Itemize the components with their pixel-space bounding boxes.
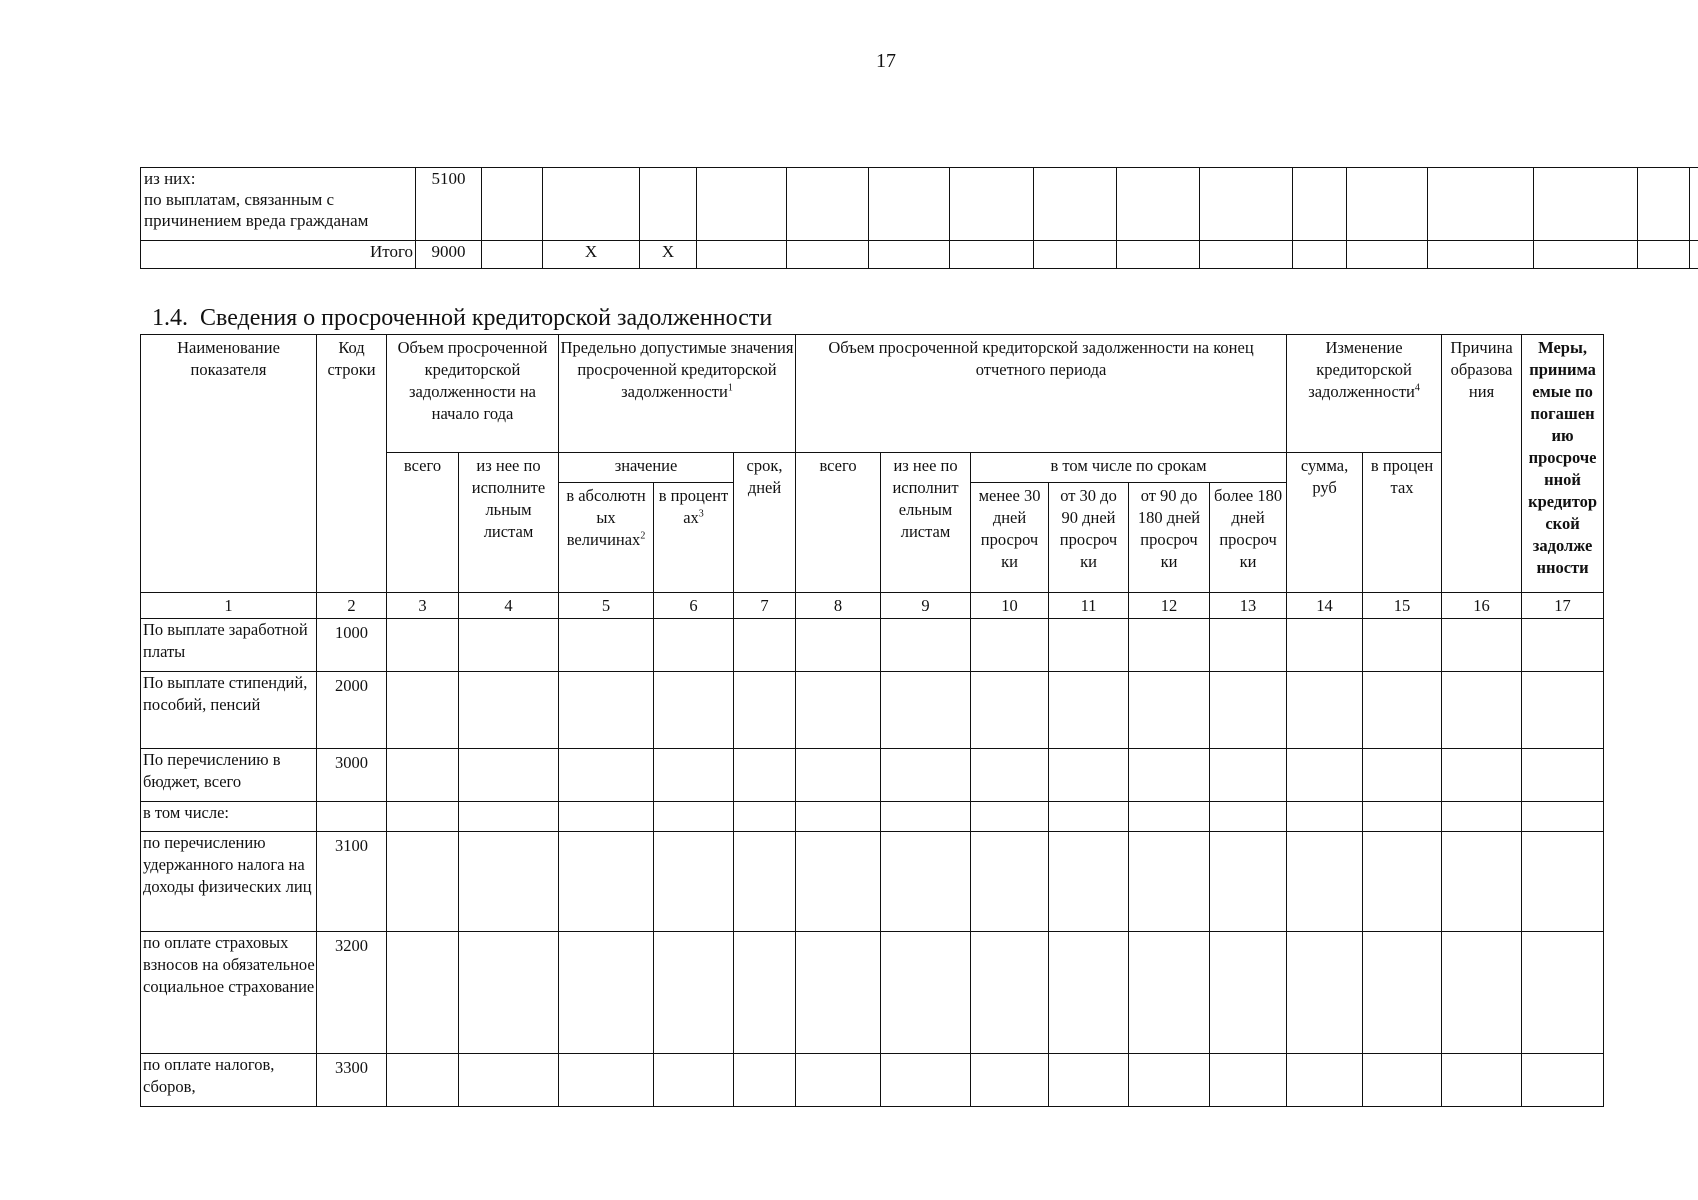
column-number: 14 [1287, 593, 1363, 619]
cell [734, 672, 796, 749]
cell [734, 802, 796, 832]
cell [1210, 802, 1287, 832]
cell [796, 802, 881, 832]
row-label [141, 168, 416, 241]
cell [787, 168, 869, 241]
cell [1210, 1054, 1287, 1107]
column-number: 6 [654, 593, 734, 619]
header-reason: Причина образова ния [1442, 335, 1522, 593]
column-number: 13 [1210, 593, 1287, 619]
cell [1287, 749, 1363, 802]
cell [796, 619, 881, 672]
cell [1442, 619, 1522, 672]
cell [1428, 168, 1534, 241]
header-less-30: менее 30 дней просроч ки [971, 483, 1049, 593]
cell [559, 672, 654, 749]
header-change-percent: в процен тах [1363, 453, 1442, 593]
cell [387, 672, 459, 749]
header-30-90: от 30 до 90 дней просроч ки [1049, 483, 1129, 593]
cell [1129, 802, 1210, 832]
column-number: 7 [734, 593, 796, 619]
cell [1210, 932, 1287, 1054]
cell [1363, 672, 1442, 749]
cell [971, 932, 1049, 1054]
cell [1363, 749, 1442, 802]
cell [971, 749, 1049, 802]
cell [559, 619, 654, 672]
cell [1690, 241, 1698, 269]
table-row [141, 672, 1604, 749]
cell [1200, 241, 1293, 269]
row-label: По перечислению в бюджет, всего [141, 749, 317, 802]
cell-mark: X [640, 241, 697, 269]
cell [1287, 932, 1363, 1054]
table-row [141, 932, 1604, 1054]
table-row [141, 619, 1604, 672]
cell [559, 932, 654, 1054]
cell [1129, 1054, 1210, 1107]
header-end-writs: из нее по исполнит ельным листам [881, 453, 971, 593]
cell [881, 932, 971, 1054]
cell [459, 672, 559, 749]
column-number-row [141, 593, 1604, 619]
row-code: 3100 [317, 832, 387, 932]
cell [950, 168, 1034, 241]
cell [1287, 619, 1363, 672]
row-label: по оплате налогов, сборов, [141, 1054, 317, 1107]
cell [734, 932, 796, 1054]
cell [734, 619, 796, 672]
column-number: 12 [1129, 593, 1210, 619]
table-row [141, 749, 1604, 802]
cell [1442, 1054, 1522, 1107]
cell [1690, 168, 1698, 241]
cell [1200, 168, 1293, 241]
cell [1129, 749, 1210, 802]
cell [459, 932, 559, 1054]
cell [459, 619, 559, 672]
cell [654, 832, 734, 932]
cell [869, 241, 950, 269]
row-label: в том числе: [141, 802, 317, 832]
header-absolute [559, 483, 654, 593]
footnote-mark: 2 [640, 530, 646, 542]
column-number: 3 [387, 593, 459, 619]
cell [1534, 241, 1638, 269]
section-title [152, 305, 772, 332]
cell [559, 1054, 654, 1107]
table-row [141, 802, 1604, 832]
cell [1129, 672, 1210, 749]
row-code: 1000 [317, 619, 387, 672]
row-label: Итого [141, 241, 416, 269]
cell [1522, 1054, 1604, 1107]
cell [459, 749, 559, 802]
column-number: 5 [559, 593, 654, 619]
cell [1049, 832, 1129, 932]
section-heading: Сведения о просроченной кредиторской задолженности [200, 305, 773, 331]
cell [881, 1054, 971, 1107]
row-code: 3200 [317, 932, 387, 1054]
cell [654, 619, 734, 672]
cell [1117, 241, 1200, 269]
cell [559, 802, 654, 832]
cell [1293, 241, 1347, 269]
cell [1049, 619, 1129, 672]
column-number: 8 [796, 593, 881, 619]
cell [881, 802, 971, 832]
header-value: значение [559, 453, 734, 483]
cell-mark: X [543, 241, 640, 269]
row-code: 2000 [317, 672, 387, 749]
cell [1129, 619, 1210, 672]
header-payables-change [1287, 335, 1442, 453]
cell [971, 832, 1049, 932]
cell [796, 832, 881, 932]
row-label: По выплате стипендий, пособий, пенсий [141, 672, 317, 749]
cell [482, 168, 543, 241]
header-term-days: срок, дней [734, 453, 796, 593]
cell [1442, 832, 1522, 932]
cell [1049, 802, 1129, 832]
cell [869, 168, 950, 241]
header-more-180: более 180 дней просроч ки [1210, 483, 1287, 593]
header-indicator-name: Наименование показателя [141, 335, 317, 593]
footnote-mark: 1 [727, 382, 733, 394]
cell [654, 932, 734, 1054]
column-number: 16 [1442, 593, 1522, 619]
cell [1363, 832, 1442, 932]
cell [1049, 672, 1129, 749]
cell [387, 619, 459, 672]
cell [1129, 932, 1210, 1054]
row-label: По выплате заработной платы [141, 619, 317, 672]
cell [796, 672, 881, 749]
cell [1034, 168, 1117, 241]
column-number: 11 [1049, 593, 1129, 619]
column-number: 4 [459, 593, 559, 619]
header-change-sum: сумма, руб [1287, 453, 1363, 593]
header-absolute-text: в абсолютн ых величинах [566, 486, 646, 549]
footnote-mark: 4 [1414, 382, 1420, 394]
column-number: 2 [317, 593, 387, 619]
cell [881, 749, 971, 802]
cell [654, 1054, 734, 1107]
table-row [141, 168, 1698, 241]
cell [1522, 749, 1604, 802]
row-code: 9000 [416, 241, 482, 269]
cell [796, 749, 881, 802]
cell [1522, 672, 1604, 749]
header-percent [654, 483, 734, 593]
cell [1287, 802, 1363, 832]
cell [1534, 168, 1638, 241]
header-end-total: всего [796, 453, 881, 593]
cell [1287, 672, 1363, 749]
cell [1638, 241, 1690, 269]
column-number: 1 [141, 593, 317, 619]
cell [971, 802, 1049, 832]
table-row [141, 832, 1604, 932]
cell [1442, 672, 1522, 749]
cell [459, 832, 559, 932]
cell [734, 749, 796, 802]
label-line: причинением вреда гражданам [144, 211, 369, 230]
cell [1638, 168, 1690, 241]
header-90-180: от 90 до 180 дней просроч ки [1129, 483, 1210, 593]
page-number: 17 [876, 50, 896, 72]
row-code [317, 802, 387, 832]
cell [387, 1054, 459, 1107]
cell [1117, 168, 1200, 241]
cell [881, 619, 971, 672]
cell [387, 749, 459, 802]
row-code: 3300 [317, 1054, 387, 1107]
header-volume-end-period: Объем просроченной кредиторской задолженности на конец отчетного периода [796, 335, 1287, 453]
header-payables-change-text: Изменение кредиторской задолженности [1308, 338, 1415, 401]
header-by-terms: в том числе по срокам [971, 453, 1287, 483]
column-number: 15 [1363, 593, 1442, 619]
cell [1347, 168, 1428, 241]
cell [1287, 1054, 1363, 1107]
cell [482, 241, 543, 269]
cell [1347, 241, 1428, 269]
header-start-total: всего [387, 453, 459, 593]
header-measures: Меры, принима емые по погашен ию просроче нной кредитор ской задолже нности [1522, 335, 1604, 593]
header-row [141, 335, 1604, 453]
cell [1522, 802, 1604, 832]
cell [387, 932, 459, 1054]
header-max-allowed-text: Предельно допустимые значения просроченной кредиторской задолженности [560, 338, 794, 401]
cell [1522, 932, 1604, 1054]
cell [459, 802, 559, 832]
cell [1522, 619, 1604, 672]
cell [654, 672, 734, 749]
row-label: по оплате страховых взносов на обязательное социальное страхование [141, 932, 317, 1054]
cell [1442, 932, 1522, 1054]
header-volume-start-year: Объем просроченной кредиторской задолженности на начало года [387, 335, 559, 453]
cell [697, 168, 787, 241]
cell [1442, 749, 1522, 802]
table-row [141, 1054, 1604, 1107]
table-row [141, 241, 1698, 269]
cell [559, 832, 654, 932]
cell [1049, 932, 1129, 1054]
cell [1293, 168, 1347, 241]
cell [1363, 932, 1442, 1054]
overdue-payables-table [140, 334, 1604, 1107]
cell [734, 1054, 796, 1107]
cell [640, 168, 697, 241]
cell [1210, 749, 1287, 802]
cell [1363, 802, 1442, 832]
cell [1210, 619, 1287, 672]
label-line: из них: [144, 169, 196, 188]
cell [1210, 832, 1287, 932]
cell [787, 241, 869, 269]
row-label: по перечислению удержанного налога на доходы физических лиц [141, 832, 317, 932]
row-code: 3000 [317, 749, 387, 802]
cell [881, 672, 971, 749]
previous-table-continuation [140, 167, 1698, 269]
cell [1034, 241, 1117, 269]
column-number: 9 [881, 593, 971, 619]
cell [387, 802, 459, 832]
cell [950, 241, 1034, 269]
cell [459, 1054, 559, 1107]
header-start-writs: из нее по исполните льным листам [459, 453, 559, 593]
cell [1287, 832, 1363, 932]
cell [1363, 1054, 1442, 1107]
cell [654, 749, 734, 802]
cell [1049, 749, 1129, 802]
cell [543, 168, 640, 241]
cell [796, 1054, 881, 1107]
cell [971, 672, 1049, 749]
header-row-code: Код строки [317, 335, 387, 593]
cell [1442, 802, 1522, 832]
header-max-allowed [559, 335, 796, 453]
cell [1210, 672, 1287, 749]
column-number: 10 [971, 593, 1049, 619]
cell [1129, 832, 1210, 932]
cell [387, 832, 459, 932]
cell [1363, 619, 1442, 672]
cell [654, 802, 734, 832]
cell [1522, 832, 1604, 932]
header-percent-text: в процент ах [658, 486, 729, 527]
row-code: 5100 [416, 168, 482, 241]
label-line: по выплатам, связанным с [144, 190, 335, 209]
cell [1049, 1054, 1129, 1107]
cell [559, 749, 654, 802]
section-number: 1.4. [152, 305, 188, 331]
cell [971, 1054, 1049, 1107]
cell [697, 241, 787, 269]
cell [1428, 241, 1534, 269]
column-number: 17 [1522, 593, 1604, 619]
cell [881, 832, 971, 932]
cell [796, 932, 881, 1054]
cell [971, 619, 1049, 672]
cell [734, 832, 796, 932]
footnote-mark: 3 [698, 508, 704, 520]
